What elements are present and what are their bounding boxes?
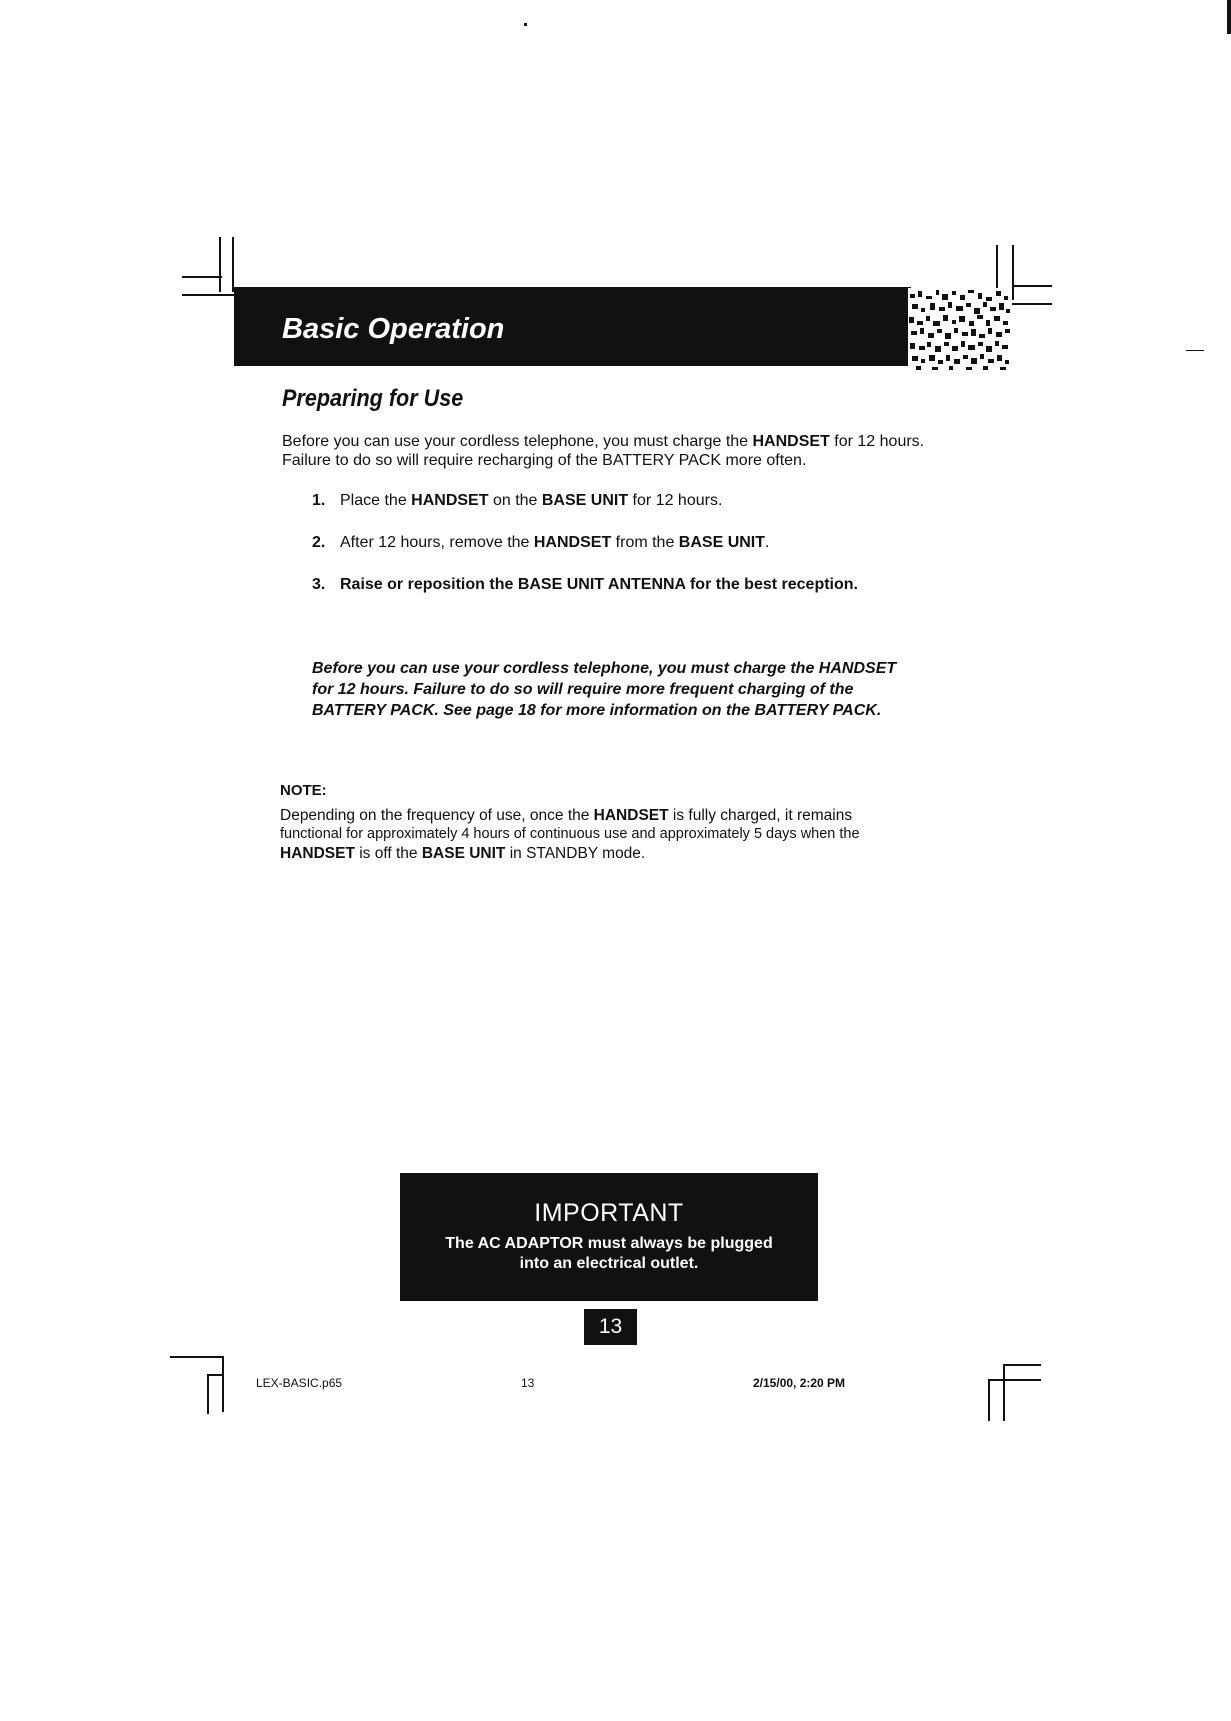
warning-line: BATTERY PACK. See page 18 for more information on the BATTERY PACK. [312, 702, 882, 719]
crop-mark [232, 237, 234, 292]
note-bold-text: HANDSET [280, 845, 355, 862]
warning-line: for 12 hours. Failure to do so will require more frequent charging of the [312, 681, 854, 698]
note-text: Depending on the frequency of use, once the [280, 807, 594, 824]
step-number: 1. [312, 492, 326, 509]
crop-mark [207, 1374, 209, 1414]
step-bold-text: HANDSET [411, 492, 489, 509]
footer-filename: LEX-BASIC.p65 [256, 1376, 343, 1390]
note-label: NOTE: [280, 782, 327, 799]
note-line: functional for approximately 4 hours of continuous use and approximately 5 days when the [280, 826, 860, 842]
important-title: IMPORTANT [534, 1199, 684, 1227]
warning-line: Before you can use your cordless telephone, you must charge the HANDSET [312, 660, 897, 677]
crop-mark [988, 1379, 1041, 1381]
step-text: from the [611, 534, 679, 551]
crop-mark [222, 1356, 224, 1412]
page-title: Basic Operation [282, 313, 505, 345]
note-line [280, 806, 860, 825]
intro-line [282, 432, 924, 451]
important-box [400, 1173, 818, 1301]
section-title: Preparing for Use [282, 385, 464, 412]
important-line: into an electrical outlet. [519, 1255, 699, 1272]
step-number: 3. [312, 576, 326, 593]
note-bold-text: HANDSET [593, 807, 669, 824]
scan-speck [524, 23, 527, 26]
crop-mark [1012, 245, 1014, 300]
note-text: is off the [354, 845, 422, 862]
step-text: . [765, 534, 770, 551]
crop-mark [182, 294, 234, 296]
step-text: After 12 hours, remove the [340, 534, 534, 551]
step-text: on the [488, 492, 542, 509]
crop-mark [1012, 303, 1052, 305]
intro-text: Before you can use your cordless telephone, you must charge the [282, 433, 753, 450]
crop-mark [219, 237, 221, 292]
halftone-pattern [908, 288, 1012, 372]
crop-mark [182, 276, 222, 278]
note-text: is fully charged, it remains [668, 807, 853, 824]
note-text: in STANDBY mode. [505, 845, 646, 862]
warning-paragraph [312, 658, 896, 721]
intro-text: for 12 hours. [829, 433, 925, 450]
step-item [312, 492, 722, 510]
step-bold-text: BASE UNIT [678, 534, 766, 551]
crop-mark [1012, 285, 1052, 287]
step-bold-text: BASE UNIT [541, 492, 629, 509]
footer-date: 2/15/00, 2:20 PM [753, 1376, 846, 1390]
note-line [280, 844, 860, 863]
step-text: for 12 hours. [628, 492, 723, 509]
intro-line: Failure to do so will require recharging of the BATTERY PACK more often. [282, 452, 807, 469]
important-line: The AC ADAPTOR must always be plugged [445, 1235, 773, 1252]
crop-mark [1003, 1364, 1041, 1366]
crop-mark [170, 1356, 224, 1358]
step-text: Place the [340, 492, 412, 509]
intro-bold-text: HANDSET [752, 433, 830, 450]
step-number: 2. [312, 534, 326, 551]
crop-mark [988, 1379, 990, 1421]
footer-page: 13 [521, 1376, 535, 1390]
page-number: 13 [584, 1309, 637, 1345]
step-item [312, 576, 858, 594]
scan-speck [1227, 0, 1231, 34]
note-bold-text: BASE UNIT [421, 845, 506, 862]
crop-mark [1003, 1364, 1005, 1421]
step-bold-text: HANDSET [533, 534, 612, 551]
step-text: Raise or reposition the BASE UNIT ANTENNA for the best reception. [340, 576, 858, 593]
intro-paragraph [282, 432, 924, 470]
step-item [312, 534, 769, 552]
note-paragraph [280, 806, 860, 863]
scan-speck [1186, 350, 1204, 351]
